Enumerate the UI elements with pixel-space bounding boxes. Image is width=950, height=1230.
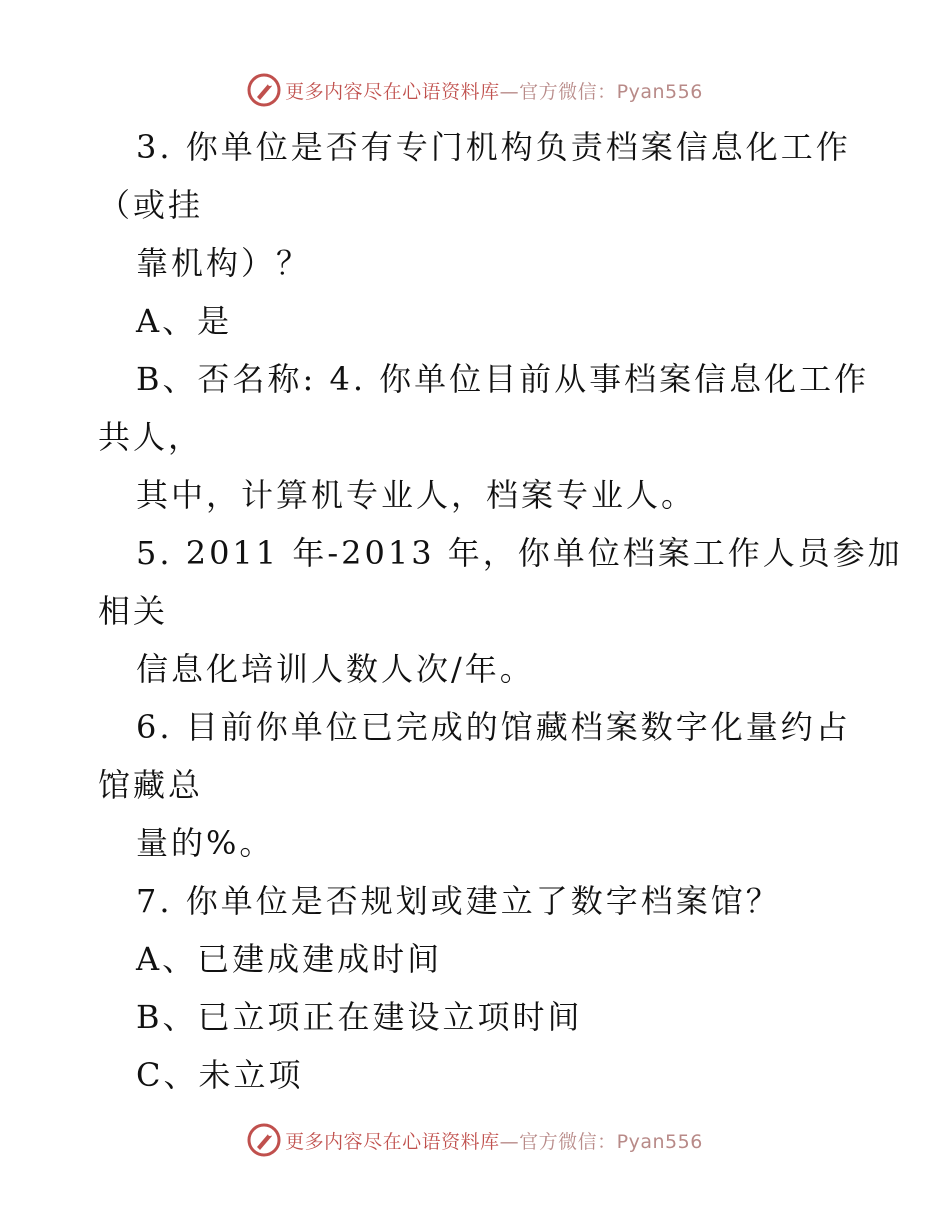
text-line: 信息化培训人数人次/年。 <box>136 650 535 688</box>
text-line: 共人， <box>98 418 204 456</box>
watermark-main-text: 更多内容尽在心语资料库 <box>285 80 500 103</box>
watermark-main-text: 更多内容尽在心语资料库 <box>285 1130 500 1153</box>
footer-watermark <box>0 1120 950 1160</box>
text-line: B、已立项正在建设立项时间 <box>136 998 583 1036</box>
pen-logo-icon <box>247 1123 281 1157</box>
text-line: 量的%。 <box>136 824 275 862</box>
text-line: 馆藏总 <box>98 766 204 804</box>
text-line: 其中，计算机专业人，档案专业人。 <box>136 476 697 514</box>
text-line: B、否名称: 4. 你单位目前从事档案信息化工作 <box>136 360 870 398</box>
text-line: 6. 目前你单位已完成的馆藏档案数字化量约占 <box>136 708 851 746</box>
watermark-text <box>285 77 703 104</box>
text-line: 7. 你单位是否规划或建立了数字档案馆？ <box>136 882 781 920</box>
text-line: 5. 2011 年-2013 年，你单位档案工作人员参加 <box>136 534 903 572</box>
text-line: C、未立项 <box>136 1056 304 1094</box>
text-line: A、是 <box>136 302 233 340</box>
text-line: 靠机构）？ <box>136 244 312 282</box>
text-line: A、已建成建成时间 <box>136 940 443 978</box>
text-line: 相关 <box>98 592 169 630</box>
watermark-wechat-text: —官方微信：Pyan556 <box>499 1130 703 1153</box>
watermark-text <box>285 1127 703 1154</box>
watermark-wechat-text: —官方微信：Pyan556 <box>499 80 703 103</box>
document-body <box>98 118 903 1104</box>
text-line: （或挂 <box>98 186 204 224</box>
pen-logo-icon <box>247 73 281 107</box>
text-line: 3. 你单位是否有专门机构负责档案信息化工作 <box>136 128 851 166</box>
header-watermark <box>0 70 950 110</box>
